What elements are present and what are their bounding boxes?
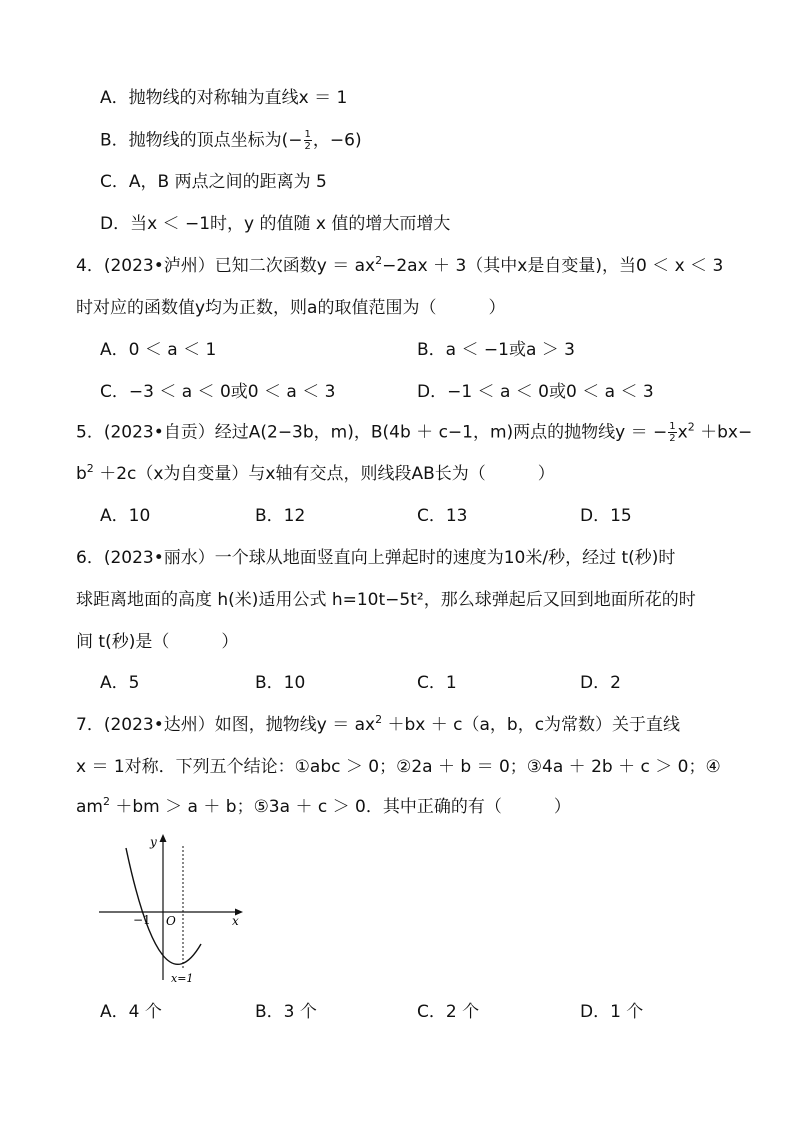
q3-option-d: D．当x ＜ −1时，y 的值随 x 值的增大而增大 (100, 214, 451, 234)
q7-stem-part1: 7．(2023•达州）如图，抛物线y ＝ ax (76, 715, 376, 735)
fraction-numerator: 1 (669, 421, 676, 432)
q3-option-a: A．抛物线的对称轴为直线x ＝ 1 (100, 88, 348, 108)
q6-option-d: D．2 (580, 673, 621, 693)
q7-stem-part2: ＋bx ＋ c（a，b，c为常数）关于直线 (382, 715, 681, 735)
q5-stem-part1: 5．(2023•自贡）经过A(2−3b，m)，B(4b ＋ c−1，m)两点的抛物线y ＝ − (76, 422, 668, 443)
fraction (668, 421, 676, 444)
superscript: 2 (102, 795, 110, 808)
q3-option-c: C．A，B 两点之间的距离为 5 (100, 172, 327, 192)
q6-option-a: A．5 (100, 673, 140, 693)
q6-option-c: C．1 (417, 673, 457, 693)
q5-option-b: B．12 (255, 506, 306, 526)
q5-stem-line1 (76, 421, 752, 444)
parabola-figure (95, 828, 250, 988)
fraction-denominator: 2 (304, 141, 311, 152)
fraction-numerator: 1 (304, 129, 311, 140)
parabola-graph (95, 828, 250, 988)
superscript: 2 (86, 462, 94, 475)
q6-stem-line1: 6．(2023•丽水）一个球从地面竖直向上弹起时的速度为10米/秒，经过 t(秒)时 (76, 548, 676, 568)
q5-option-a: A．10 (100, 506, 151, 526)
q6-stem-line3 (76, 631, 238, 653)
q5-paren-close: ） (537, 464, 555, 484)
q7-option-d: D．1 个 (580, 1002, 644, 1022)
q4-option-a: A．0 ＜ a ＜ 1 (100, 340, 217, 360)
q7-option-a: A．4 个 (100, 1002, 162, 1022)
q4-paren-close: ） (488, 298, 506, 318)
superscript: 2 (687, 420, 695, 434)
q6-stem-part3: 间 t(秒)是（ (76, 632, 170, 652)
fraction (304, 129, 312, 152)
q4-option-b: B．a ＜ −1或a ＞ 3 (417, 340, 575, 360)
superscript: 2 (375, 713, 383, 726)
y-axis-label: y (150, 835, 157, 849)
q4-stem-line2 (76, 297, 505, 319)
q3-option-b-text: B．抛物线的顶点坐标为( (100, 130, 289, 151)
x-axis-label: x (232, 914, 239, 928)
q5-stem-part5: ＋2c（x为自变量）与x轴有交点，则线段AB长为（ (93, 464, 486, 484)
q7-stem-line1 (76, 714, 680, 736)
q4-stem-part3: 时对应的函数值y均为正数，则a的取值范围为（ (76, 298, 437, 318)
q7-stem-line2: x ＝ 1对称．下列五个结论：①abc ＞ 0；②2a ＋ b ＝ 0；③4a ＋ 2b ＋ c ＞ 0；④ (76, 757, 721, 777)
y-axis-arrow (160, 834, 167, 842)
q7-stem-part3: am (76, 797, 103, 817)
q4-option-d: D．−1 ＜ a ＜ 0或0 ＜ a ＜ 3 (417, 382, 654, 402)
q5-stem-part2: x (677, 422, 688, 443)
q4-stem-part2: −2ax ＋ 3（其中x是自变量)，当0 ＜ x ＜ 3 (382, 256, 724, 276)
q5-stem-part4: b (76, 464, 87, 484)
q7-stem-line3 (76, 796, 571, 818)
q7-option-b: B．3 个 (255, 1002, 317, 1022)
q5-option-c: C．13 (417, 506, 468, 526)
q7-option-c: C．2 个 (417, 1002, 480, 1022)
tick-label-minus-one: −1 (133, 913, 151, 927)
q4-option-c: C．−3 ＜ a ＜ 0或0 ＜ a ＜ 3 (100, 382, 336, 402)
q6-paren-close: ） (221, 632, 239, 652)
fraction-denominator: 2 (669, 433, 676, 444)
origin-label: O (166, 914, 176, 928)
q3-option-b: B．抛物线的顶点坐标为(− $\frac{1}{2}$ ，−6) (100, 129, 362, 152)
q6-option-b: B．10 (255, 673, 306, 693)
q7-paren-close: ） (553, 797, 571, 817)
superscript: 2 (375, 254, 383, 267)
q5-option-d: D．15 (580, 506, 632, 526)
q3-option-b-tail: ，−6) (312, 130, 362, 151)
q6-stem-line2: 球距离地面的高度 h(米)适用公式 h=10t−5t²，那么球弹起后又回到地面所花的时 (76, 590, 696, 610)
q5-stem-line2 (76, 463, 555, 485)
symmetry-axis-label: x=1 (171, 972, 194, 985)
q4-stem-part1: 4．(2023•泸州）已知二次函数y ＝ ax (76, 256, 376, 276)
q7-stem-part4: ＋bm ＞ a ＋ b；⑤3a ＋ c ＞ 0．其中正确的有（ (109, 797, 502, 817)
q4-stem-line1 (76, 255, 723, 277)
q5-stem-part3: ＋bx− (694, 422, 753, 443)
